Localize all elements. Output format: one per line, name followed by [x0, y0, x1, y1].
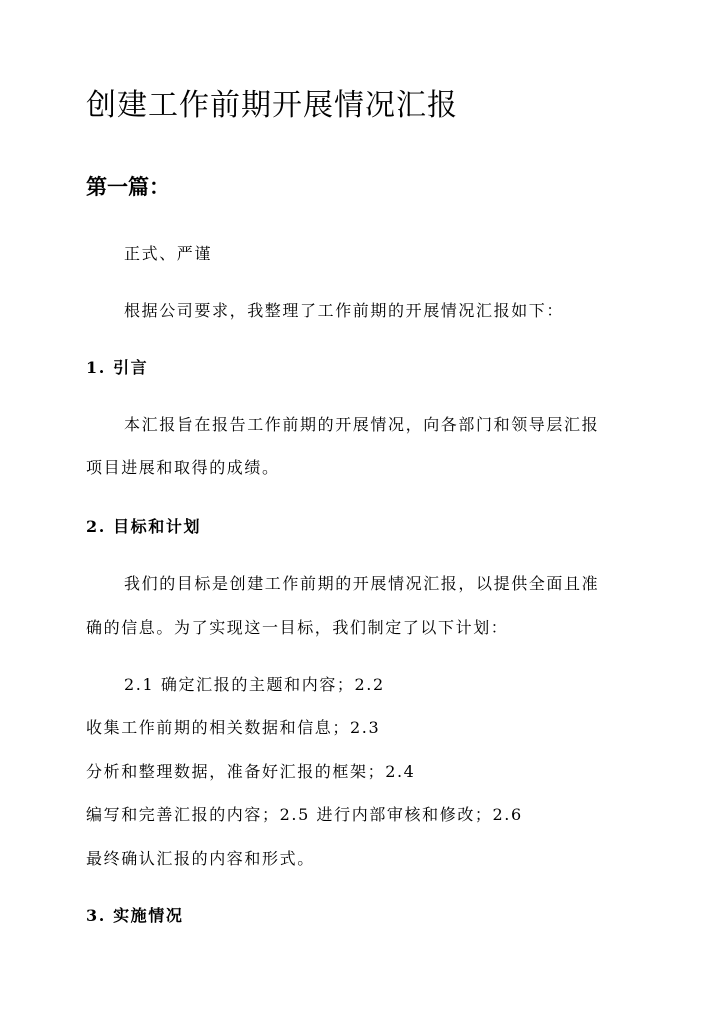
paragraph-line: 我们的目标是创建工作前期的开展情况汇报，以提供全面且准: [124, 574, 600, 593]
intro-paragraph: 根据公司要求，我整理了工作前期的开展情况汇报如下：: [124, 301, 565, 320]
plan-line: 分析和整理数据，准备好汇报的框架；2.4: [86, 762, 416, 781]
plan-line: 2.1 确定汇报的主题和内容；2.2: [124, 675, 385, 694]
paragraph-line: 项目进展和取得的成绩。: [86, 458, 280, 477]
plan-line: 最终确认汇报的内容和形式。: [86, 849, 315, 868]
style-note: 正式、严谨: [124, 244, 213, 263]
paragraph-line: 确的信息。为了实现这一目标，我们制定了以下计划：: [86, 618, 509, 637]
section-heading-goals: 2. 目标和计划: [86, 517, 202, 536]
paragraph-line: 本汇报旨在报告工作前期的开展情况，向各部门和领导层汇报: [124, 415, 600, 434]
plan-line: 编写和完善汇报的内容；2.5 进行内部审核和修改；2.6: [86, 805, 523, 824]
plan-line: 收集工作前期的相关数据和信息；2.3: [86, 718, 381, 737]
part-heading: 第一篇：: [86, 174, 170, 199]
section-heading-implementation: 3. 实施情况: [86, 906, 184, 925]
section-heading-introduction: 1. 引言: [86, 358, 149, 377]
document-title: 创建工作前期开展情况汇报: [86, 88, 458, 123]
